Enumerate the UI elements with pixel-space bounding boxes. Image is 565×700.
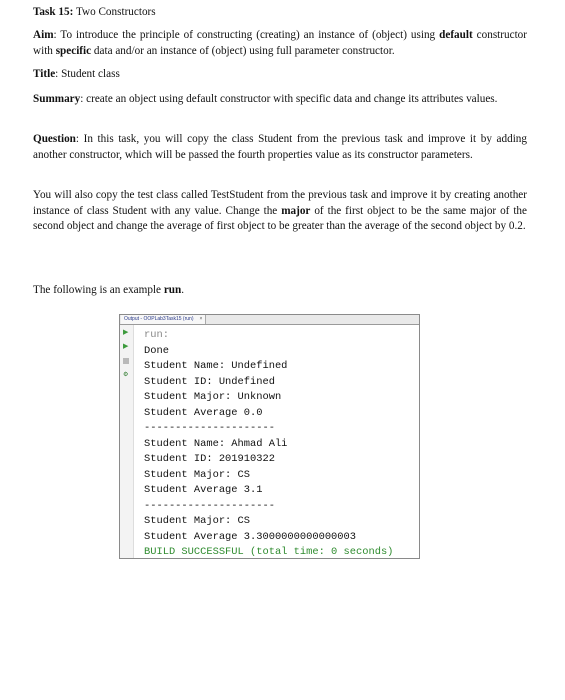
output-console: [119, 314, 420, 559]
console-toolbar: [120, 325, 134, 558]
question-paragraph: Question: In this task, you will copy the class Student from the previous task and improve it by adding another constructor, which will be passed the fourth properties value as its constructor parameters.: [33, 133, 527, 161]
console-line: Student Major: CS: [144, 515, 251, 527]
console-line: Student Major: CS: [144, 468, 251, 481]
console-tab-bar: [120, 315, 419, 325]
instructions-paragraph: You will also copy the test class called TestStudent from the previous task and improve it by creating another instance of class Student with any value. Change the major of the first object to be the same major of the second object and change the average of first object to be greater than the average of the second object by 0.2.: [33, 189, 527, 233]
summary-paragraph: Summary: create an object using default constructor with specific data and change its attributes values.: [33, 93, 498, 105]
stop-icon[interactable]: [123, 358, 129, 364]
build-status-line: BUILD SUCCESSFUL (total time: 0 seconds): [144, 546, 394, 558]
console-line: Student Average 3.1: [144, 484, 263, 496]
console-output: [144, 328, 393, 561]
output-tab[interactable]: Output - OOPLab3Task15 (run) ×: [121, 315, 206, 324]
console-separator: ---------------------: [144, 422, 275, 434]
console-line: run:: [144, 329, 169, 341]
console-line: Student ID: Undefined: [144, 375, 275, 388]
console-line: Done: [144, 344, 169, 357]
console-separator: ---------------------: [144, 499, 275, 512]
console-line: Student Name: Ahmad Ali: [144, 437, 288, 450]
close-icon[interactable]: ×: [199, 316, 203, 322]
console-line: Student Name: Undefined: [144, 360, 288, 372]
console-line: Student Average 0.0: [144, 406, 263, 419]
rerun-icon[interactable]: ▶: [123, 342, 129, 350]
example-run-caption: The following is an example run.: [33, 284, 185, 296]
console-line: Student ID: 201910322: [144, 453, 275, 465]
run-icon[interactable]: ▶: [123, 328, 129, 336]
console-line: Student Average 3.3000000000000003: [144, 530, 357, 543]
aim-paragraph: Aim: To introduce the principle of constructing (creating) an instance of (object) using default constructor with specific data and/or an instance of (object) using full parameter constructor.: [33, 29, 527, 57]
title-line: Title: Student class: [33, 68, 120, 80]
console-line: Student Major: Unknown: [144, 391, 282, 403]
task-heading: Task 15: Two Constructors: [33, 6, 156, 18]
settings-icon[interactable]: ⚙: [123, 372, 129, 378]
